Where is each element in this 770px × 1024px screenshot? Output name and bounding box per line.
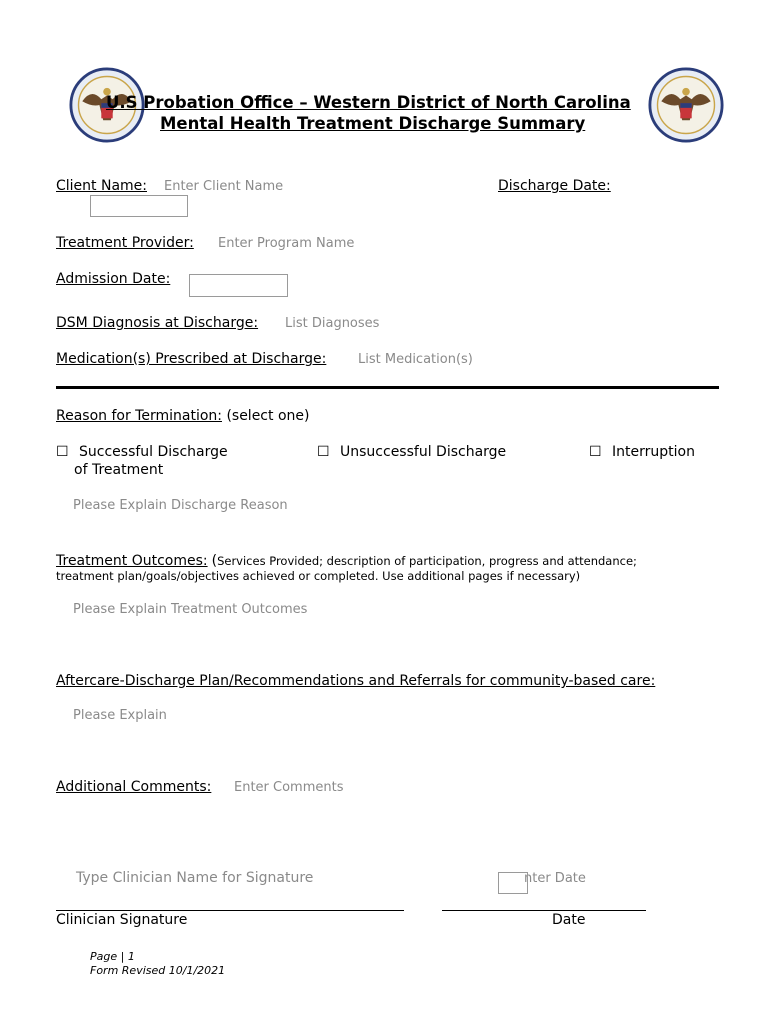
date-line (442, 910, 646, 911)
option-successful-label: Successful Discharge (79, 444, 228, 460)
aftercare-input[interactable]: Please Explain (73, 708, 167, 723)
signature-line (56, 910, 404, 911)
section-divider (56, 386, 719, 389)
outcomes-label: Treatment Outcomes: (56, 553, 208, 569)
option-successful[interactable] (56, 444, 228, 460)
provider-label: Treatment Provider: (56, 235, 194, 251)
outcomes-description-line1: Services Provided; description of participation, progress and attendance; (217, 554, 637, 568)
outcomes-heading (56, 550, 736, 569)
aftercare-label: Aftercare-Discharge Plan/Recommendations and Referrals for community-based care: (56, 673, 656, 689)
clinician-signature-label: Clinician Signature (56, 912, 188, 928)
signature-date-box[interactable] (498, 872, 528, 894)
option-interruption[interactable] (589, 444, 695, 460)
discharge-date-input[interactable] (90, 195, 188, 217)
termination-heading (56, 408, 309, 424)
outcomes-input[interactable]: Please Explain Treatment Outcomes (73, 602, 308, 617)
outcomes-open-paren: ( (211, 553, 218, 569)
header-line1: U.S Probation Office – Western District of North Carolina (106, 93, 631, 112)
option-unsuccessful-label: Unsuccessful Discharge (340, 444, 507, 460)
checkbox-icon[interactable]: ☐ (56, 444, 69, 460)
client-name-input[interactable]: Enter Client Name (164, 179, 284, 194)
option-interruption-label: Interruption (612, 444, 695, 460)
termination-label: Reason for Termination: (56, 408, 222, 424)
form-revised: Form Revised 10/1/2021 (90, 964, 226, 977)
comments-input[interactable]: Enter Comments (234, 780, 344, 795)
provider-input[interactable]: Enter Program Name (218, 236, 355, 251)
client-name-label: Client Name: (56, 178, 147, 194)
comments-label: Additional Comments: (56, 779, 212, 795)
medication-label: Medication(s) Prescribed at Discharge: (56, 351, 327, 367)
dsm-label: DSM Diagnosis at Discharge: (56, 315, 259, 331)
medication-input[interactable]: List Medication(s) (358, 352, 473, 367)
discharge-date-label: Discharge Date: (498, 178, 611, 194)
checkbox-icon[interactable]: ☐ (317, 444, 330, 460)
outcomes-description-line2: treatment plan/goals/objectives achieved or completed. Use additional pages if necessary) (56, 569, 581, 583)
clinician-name-input[interactable]: Type Clinician Name for Signature (76, 870, 314, 886)
date-label: Date (552, 912, 586, 928)
signature-date-input[interactable]: nter Date (524, 871, 586, 886)
header-line2: Mental Health Treatment Discharge Summary (160, 114, 586, 133)
option-unsuccessful[interactable] (317, 444, 506, 460)
page-number: Page | 1 (90, 950, 135, 963)
termination-hint: (select one) (226, 408, 310, 424)
right-seal-icon (648, 67, 724, 143)
admission-date-input[interactable] (189, 274, 288, 297)
dsm-input[interactable]: List Diagnoses (285, 316, 380, 331)
discharge-reason-input[interactable]: Please Explain Discharge Reason (73, 498, 288, 513)
admission-date-label: Admission Date: (56, 271, 171, 287)
option-successful-label-line2: of Treatment (74, 462, 164, 478)
checkbox-icon[interactable]: ☐ (589, 444, 602, 460)
